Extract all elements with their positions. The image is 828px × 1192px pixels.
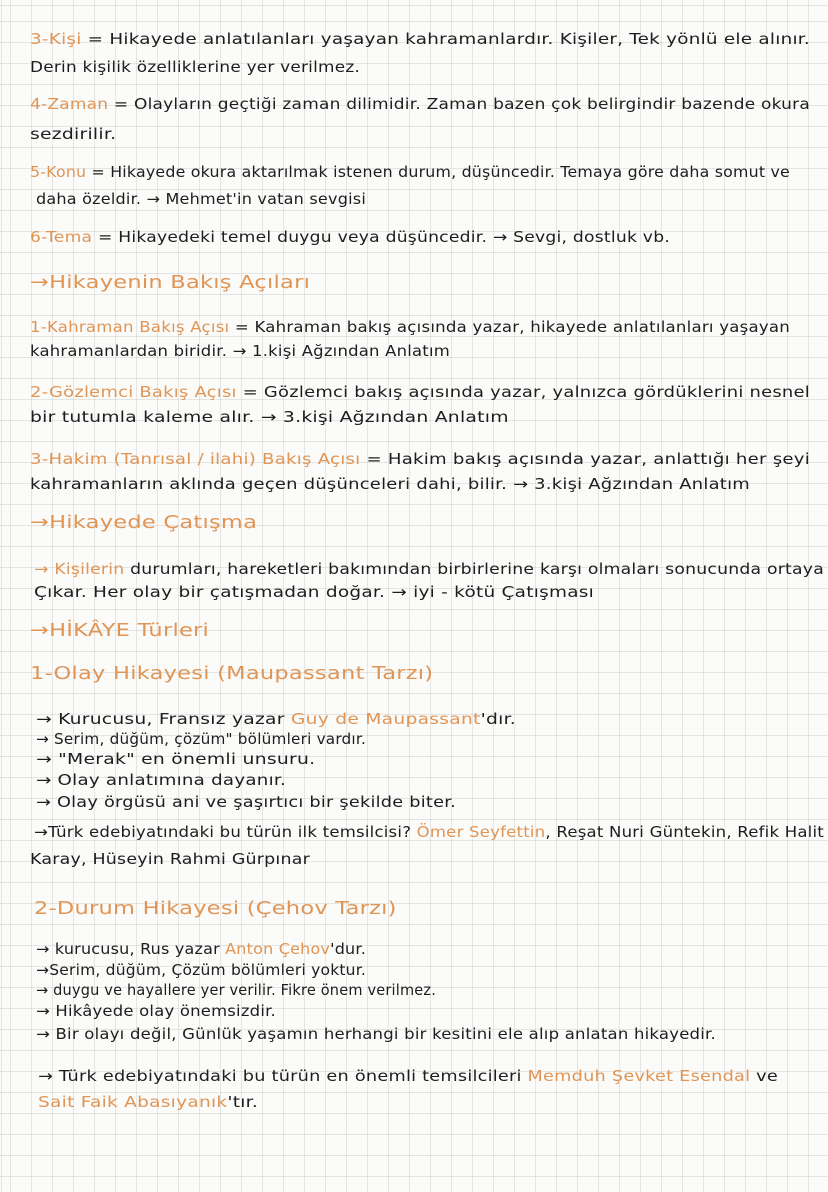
note-text: = Olayların geçtiği zaman dilimidir. Zaman bazen çok belirgindir bazende okura (108, 95, 811, 113)
highlighted-term: Sait Faik Abasıyanık (38, 1093, 228, 1111)
note-line (36, 750, 315, 768)
note-line (34, 583, 594, 601)
note-line (38, 1093, 258, 1111)
note-text: Karay, Hüseyin Rahmi Gürpınar (30, 850, 310, 868)
highlighted-term: 4-Zaman (30, 95, 109, 113)
note-line (36, 771, 286, 789)
note-line (36, 710, 516, 728)
note-text: → Hikâyede olay önemsizdir. (36, 1002, 276, 1020)
note-line (30, 512, 257, 533)
note-text: kahramanlardan biridir. → 1.kişi Ağzından Anlatım (30, 342, 450, 360)
note-line (36, 793, 456, 811)
note-line (34, 560, 824, 578)
note-line (30, 58, 360, 76)
note-text: 'dur. (330, 940, 366, 958)
note-line (30, 383, 810, 401)
note-text: → Olay anlatımına dayanır. (36, 771, 286, 789)
note-line (34, 898, 397, 919)
note-line (36, 981, 436, 999)
note-line (30, 272, 310, 293)
note-line (36, 1002, 276, 1020)
note-text: 'dır. (480, 710, 516, 728)
note-text: = Gözlemci bakış açısında yazar, yalnızca gördüklerini nesnel (236, 383, 811, 401)
highlighted-term: →HİKÂYE Türleri (30, 620, 210, 641)
note-text: , Reşat Nuri Güntekin, Refik Halit (545, 823, 824, 841)
note-line (36, 1025, 716, 1043)
highlighted-term: 3-Hakim (Tanrısal / ilahi) Bakış Açısı (30, 450, 361, 468)
note-text: → Olay örgüsü ani ve şaşırtıcı bir şekilde biter. (36, 793, 457, 811)
note-text: Çıkar. Her olay bir çatışmadan doğar. → iyi - kötü Çatışması (34, 583, 594, 601)
note-line (30, 228, 670, 246)
note-text: →Serim, düğüm, Çözüm bölümleri yoktur. (36, 961, 366, 979)
note-text: → Kurucusu, Fransız yazar (36, 710, 291, 728)
highlighted-term: → Kişilerin (34, 560, 125, 578)
note-line (30, 95, 810, 113)
note-text: = Hikayede anlatılanları yaşayan kahramanlardır. Kişiler, Tek yönlü ele alınır. (81, 30, 811, 48)
highlighted-term: 1-Kahraman Bakış Açısı (30, 318, 230, 336)
highlighted-term: 5-Konu (30, 163, 87, 181)
note-text: = Kahraman bakış açısında yazar, hikayede anlatılanları yaşayan (229, 318, 790, 336)
note-line (38, 1067, 778, 1085)
note-line (36, 730, 366, 748)
note-text: → kurucusu, Rus yazar (36, 940, 226, 958)
note-text: bir tutumla kaleme alır. → 3.kişi Ağzından Anlatım (30, 408, 509, 426)
note-line (30, 318, 790, 336)
note-text: → Serim, düğüm, çözüm" bölümleri vardır. (36, 730, 366, 748)
highlighted-term: Anton Çehov (225, 940, 331, 958)
note-line (36, 190, 366, 208)
note-text: daha özeldir. → Mehmet'in vatan sevgisi (36, 190, 366, 208)
highlighted-term: 6-Tema (30, 228, 93, 246)
note-line (30, 342, 450, 360)
note-line (30, 125, 116, 143)
note-text: = Hikayede okura aktarılmak istenen durum, düşüncedir. Temaya göre daha somut ve (86, 163, 790, 181)
highlighted-term: Guy de Maupassant (290, 710, 481, 728)
note-text: → "Merak" en önemli unsuru. (36, 750, 316, 768)
note-text: → Bir olayı değil, Günlük yaşamın herhangi bir kesitini ele alıp anlatan hikayedir. (36, 1025, 716, 1043)
note-text: → Türk edebiyatındaki bu türün en önemli temsilcileri (38, 1067, 528, 1085)
highlighted-term: 3-Kişi (30, 30, 82, 48)
note-line (30, 30, 810, 48)
note-text: 'tır. (227, 1093, 258, 1111)
note-text: durumları, hareketleri bakımından birbirlerine karşı olmaları sonucunda ortaya (124, 560, 824, 578)
note-text: → duygu ve hayallere yer verilir. Fikre önem verilmez. (36, 981, 436, 999)
note-text: Derin kişilik özelliklerine yer verilmez. (30, 58, 360, 76)
highlighted-term: Memduh Şevket Esendal (527, 1067, 751, 1085)
highlighted-term: 2-Durum Hikayesi (Çehov Tarzı) (34, 898, 397, 919)
note-line (34, 823, 824, 841)
note-text: sezdirilir. (30, 125, 117, 143)
note-text: →Türk edebiyatındaki bu türün ilk temsilcisi? (34, 823, 417, 841)
note-line (30, 163, 790, 181)
note-line (30, 663, 433, 684)
note-line (30, 475, 750, 493)
note-text: kahramanların aklında geçen düşünceleri dahi, bilir. → 3.kişi Ağzından Anlatım (30, 475, 750, 493)
note-text: = Hakim bakış açısında yazar, anlattığı her şeyi (360, 450, 810, 468)
note-text: ve (750, 1067, 778, 1085)
note-line (30, 850, 310, 868)
note-line (30, 620, 209, 641)
note-text: = Hikayedeki temel duygu veya düşüncedir. → Sevgi, dostluk vb. (92, 228, 670, 246)
note-line (36, 940, 366, 958)
note-line (30, 408, 509, 426)
highlighted-term: 2-Gözlemci Bakış Açısı (30, 383, 237, 401)
highlighted-term: Ömer Seyfettin (416, 823, 546, 841)
highlighted-term: →Hikayede Çatışma (30, 512, 258, 533)
note-line (36, 961, 366, 979)
note-line (30, 450, 810, 468)
highlighted-term: 1-Olay Hikayesi (Maupassant Tarzı) (30, 663, 434, 684)
highlighted-term: →Hikayenin Bakış Açıları (30, 272, 311, 293)
